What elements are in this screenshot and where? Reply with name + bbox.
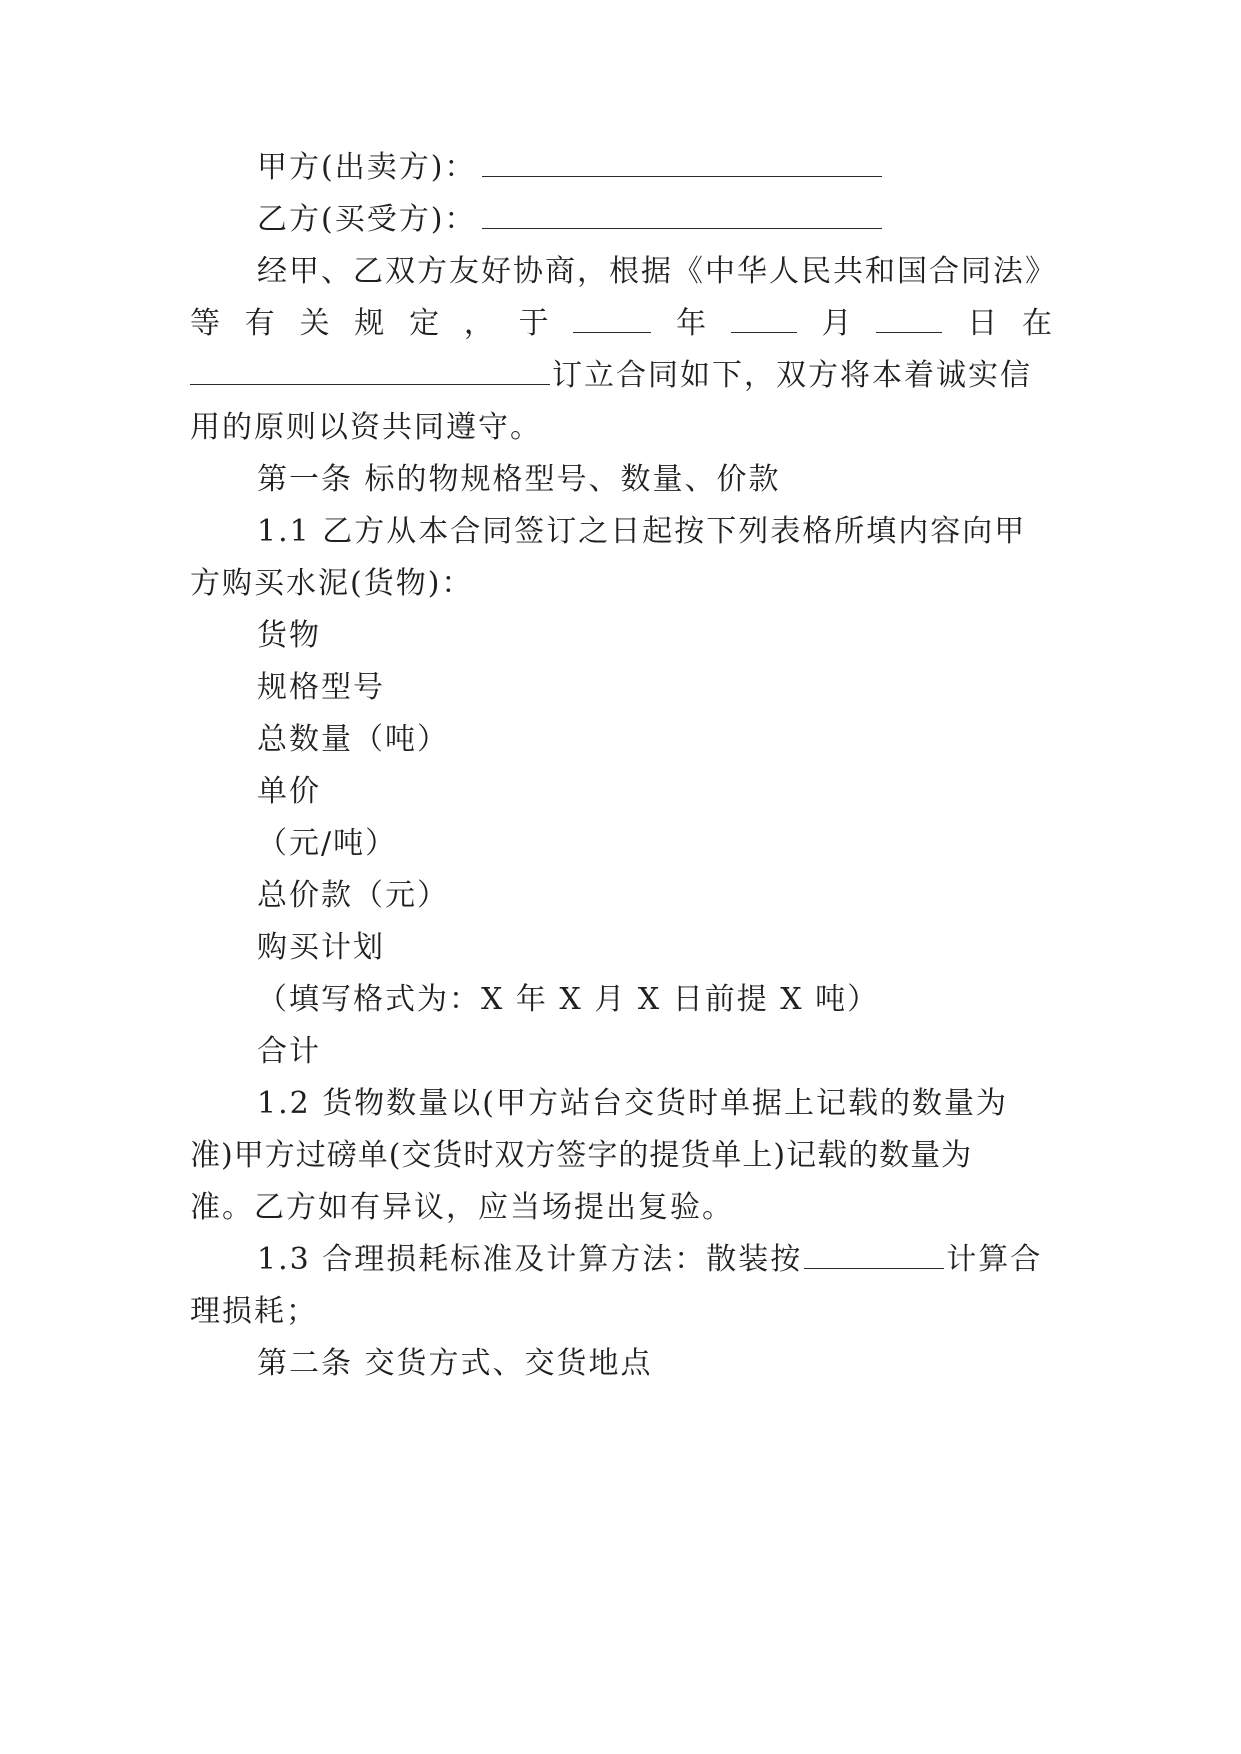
intro-line-2 <box>190 302 1052 346</box>
table-item: 总价款（元） <box>257 878 449 913</box>
place-blank <box>190 356 550 385</box>
intro-char: ， <box>463 306 494 341</box>
section-1-3-tail: 计算合 <box>946 1242 1043 1277</box>
article-1-title: 第一条 标的物规格型号、数量、价款 <box>257 462 781 497</box>
intro-line-3-text: 订立合同如下，双方将本着诚实信 <box>552 358 1032 393</box>
intro-line-3 <box>190 354 1050 398</box>
table-item: 规格型号 <box>257 670 385 705</box>
party-a-blank <box>482 148 882 177</box>
party-a-label: 甲方(出卖方)： <box>257 150 477 185</box>
party-a-line <box>257 146 1050 190</box>
table-item: 总数量（吨） <box>257 722 449 757</box>
table-item: （填写格式为：X 年 X 月 X 日前提 X 吨） <box>257 982 880 1017</box>
party-b-blank <box>482 200 882 229</box>
intro-char: 有 <box>244 306 275 341</box>
month-blank <box>731 304 797 333</box>
party-b-label: 乙方(买受方)： <box>257 202 477 237</box>
section-1-1-line-2: 方购买水泥(货物)： <box>190 566 474 601</box>
section-1-2-line-2: 准)甲方过磅单(交货时双方签字的提货单上)记载的数量为 <box>190 1138 973 1173</box>
section-1-2-line-3: 准。乙方如有异议，应当场提出复验。 <box>190 1190 734 1225</box>
table-item: 合计 <box>257 1034 321 1069</box>
table-item: 单价 <box>257 774 321 809</box>
intro-char: 等 <box>190 306 220 341</box>
intro-char: 年 <box>676 306 707 341</box>
intro-char: 月 <box>821 306 852 341</box>
section-1-1-line-1: 1.1 乙方从本合同签订之日起按下列表格所填内容向甲 <box>257 514 1027 549</box>
intro-char: 于 <box>518 306 549 341</box>
section-1-3-head: 1.3 合理损耗标准及计算方法：散装按 <box>257 1242 803 1277</box>
table-item: 货物 <box>257 618 321 653</box>
article-2-title: 第二条 交货方式、交货地点 <box>257 1346 653 1381</box>
intro-line-1: 经甲、乙双方友好协商，根据《中华人民共和国合同法》 <box>257 254 1057 289</box>
section-1-3-line-1 <box>257 1238 1050 1282</box>
section-1-2-line-1: 1.2 货物数量以(甲方站台交货时单据上记载的数量为 <box>257 1086 1008 1121</box>
section-1-3-line-2: 理损耗； <box>190 1294 318 1329</box>
intro-char: 定 <box>409 306 440 341</box>
table-item: （元/吨） <box>257 826 398 861</box>
loss-standard-blank <box>804 1240 944 1269</box>
intro-char: 在 <box>1021 306 1052 341</box>
intro-line-4: 用的原则以资共同遵守。 <box>190 410 542 445</box>
intro-char: 规 <box>354 306 385 341</box>
year-blank <box>573 304 651 333</box>
intro-char: 关 <box>299 306 330 341</box>
table-item: 购买计划 <box>257 930 385 965</box>
party-b-line <box>257 198 1050 242</box>
intro-char: 日 <box>967 306 998 341</box>
day-blank <box>876 304 942 333</box>
